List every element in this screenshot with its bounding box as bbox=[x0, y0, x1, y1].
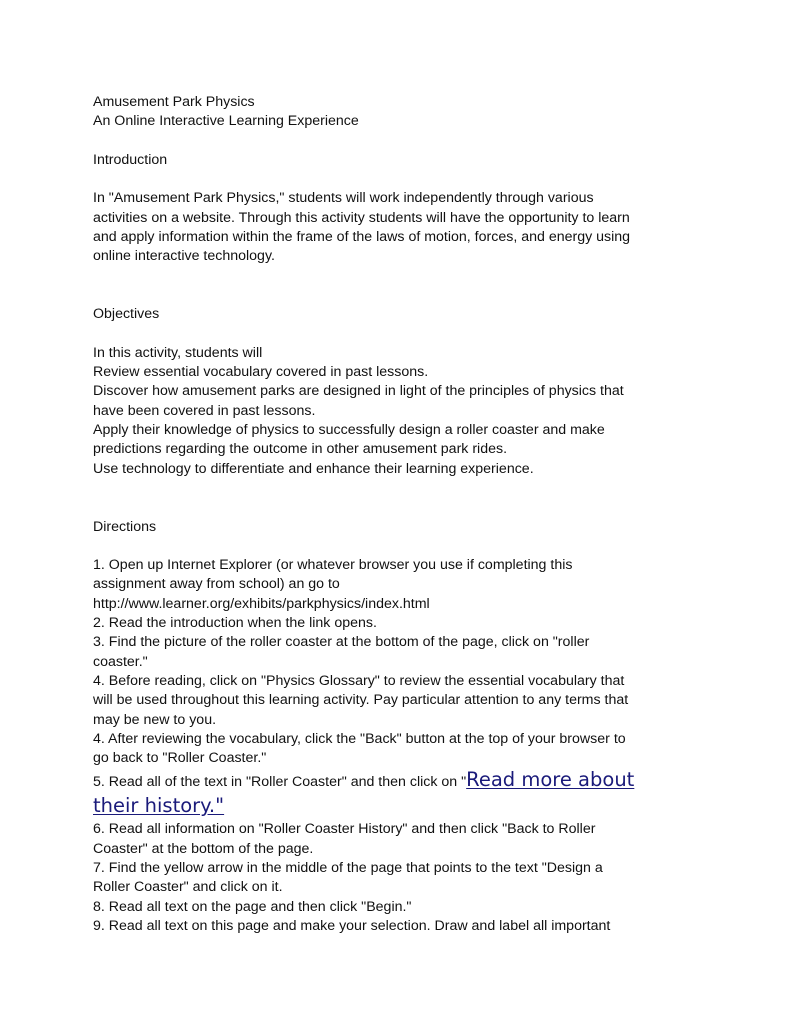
introduction-line: and apply information within the frame of the laws of motion, forces, and energy using bbox=[93, 229, 631, 246]
directions-line: assignment away from school) an go to bbox=[93, 576, 340, 593]
directions-line: Coaster" at the bottom of the page. bbox=[93, 840, 314, 857]
directions-step-5-continued bbox=[93, 794, 733, 820]
objectives-line: have been covered in past lessons. bbox=[93, 402, 316, 419]
directions-url-line: http://www.learner.org/exhibits/parkphysics/index.html bbox=[93, 595, 430, 612]
introduction-line: activities on a website. Through this activity students will have the opportunity to learn bbox=[93, 209, 630, 226]
directions-line: 4. After reviewing the vocabulary, click the "Back" button at the top of your browser to bbox=[93, 730, 626, 747]
directions-step-5 bbox=[93, 768, 733, 794]
document-subtitle: An Online Interactive Learning Experience bbox=[93, 113, 359, 130]
document-body bbox=[93, 93, 733, 936]
document-title: Amusement Park Physics bbox=[93, 94, 255, 110]
directions-heading: Directions bbox=[93, 518, 157, 535]
introduction-heading: Introduction bbox=[93, 151, 168, 168]
objectives-line: Use technology to differentiate and enhance their learning experience. bbox=[93, 460, 534, 477]
read-more-history-link[interactable]: Read more about bbox=[466, 768, 635, 792]
directions-line: 3. Find the picture of the roller coaster at the bottom of the page, click on "roller bbox=[93, 634, 590, 651]
read-more-history-link-continued[interactable]: their history." bbox=[93, 794, 225, 818]
step5-prefix: 5. Read all of the text in "Roller Coaster" and then click on " bbox=[93, 774, 467, 791]
objectives-list bbox=[93, 344, 733, 479]
directions-list bbox=[93, 556, 733, 936]
objectives-line: In this activity, students will bbox=[93, 344, 263, 361]
directions-line: Roller Coaster" and click on it. bbox=[93, 879, 283, 896]
directions-line: will be used throughout this learning activity. Pay particular attention to any terms that bbox=[93, 692, 629, 709]
directions-line: may be new to you. bbox=[93, 711, 217, 728]
introduction-paragraph bbox=[93, 189, 733, 266]
directions-line: 1. Open up Internet Explorer (or whatever browser you use if completing this bbox=[93, 557, 573, 574]
objectives-heading: Objectives bbox=[93, 306, 160, 323]
directions-line: coaster." bbox=[93, 653, 148, 670]
objectives-line: Apply their knowledge of physics to successfully design a roller coaster and make bbox=[93, 422, 605, 439]
directions-line: go back to "Roller Coaster." bbox=[93, 750, 267, 767]
directions-line: 2. Read the introduction when the link opens. bbox=[93, 615, 377, 632]
directions-line: 7. Find the yellow arrow in the middle of the page that points to the text "Design a bbox=[93, 859, 603, 876]
directions-line: 8. Read all text on the page and then click "Begin." bbox=[93, 898, 412, 915]
objectives-line: Discover how amusement parks are designed in light of the principles of physics that bbox=[93, 383, 624, 400]
directions-line: 6. Read all information on "Roller Coaster History" and then click "Back to Roller bbox=[93, 821, 596, 838]
introduction-line: In "Amusement Park Physics," students will work independently through various bbox=[93, 190, 594, 207]
objectives-line: Review essential vocabulary covered in past lessons. bbox=[93, 364, 429, 381]
introduction-line: online interactive technology. bbox=[93, 248, 275, 265]
objectives-line: predictions regarding the outcome in other amusement park rides. bbox=[93, 441, 508, 458]
directions-line: 4. Before reading, click on "Physics Glossary" to review the essential vocabulary that bbox=[93, 672, 625, 689]
directions-line: 9. Read all text on this page and make your selection. Draw and label all important bbox=[93, 917, 611, 934]
